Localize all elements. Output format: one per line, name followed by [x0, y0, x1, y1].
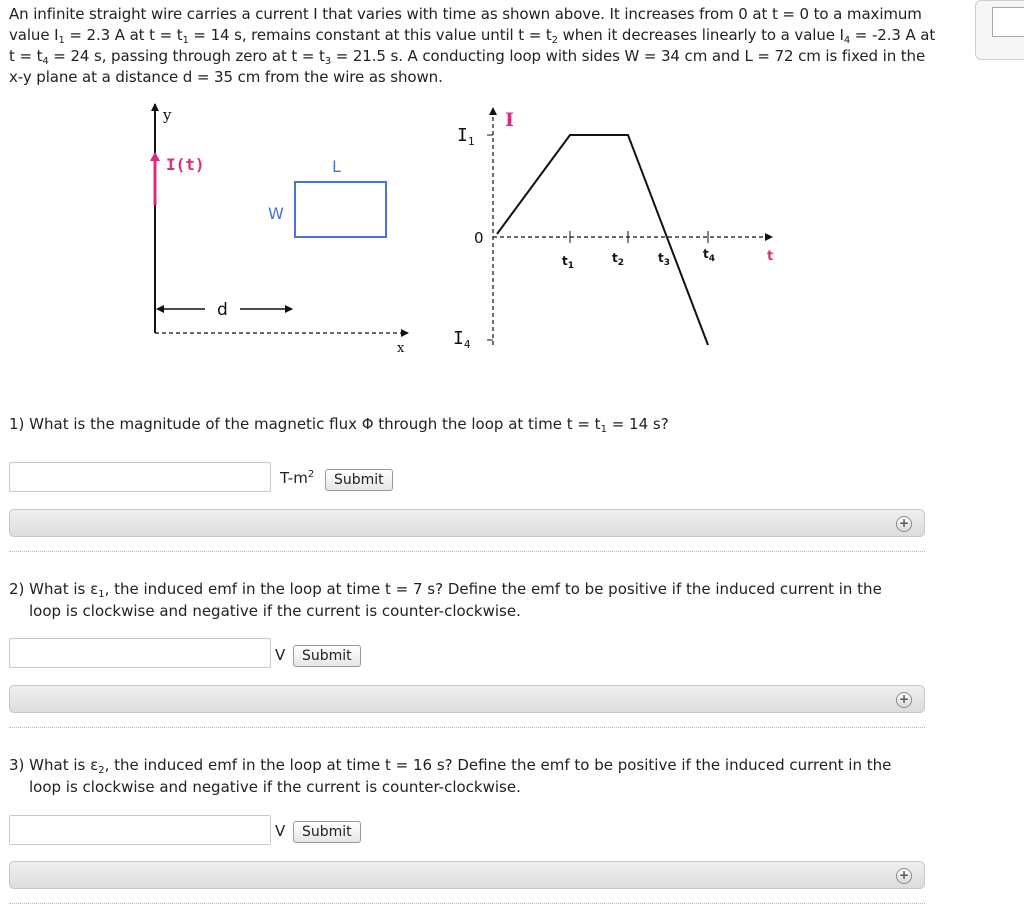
current-label: I(t) — [166, 155, 205, 174]
question-3-answer-input[interactable] — [9, 815, 271, 845]
problem-figure — [0, 96, 800, 366]
conducting-loop — [295, 182, 386, 237]
plus-circle-icon[interactable]: + — [896, 692, 912, 708]
question-2-answer-input[interactable] — [9, 638, 271, 668]
question-1-answer-input[interactable] — [9, 462, 271, 492]
current-arrow-icon — [150, 152, 160, 161]
question-divider — [9, 903, 925, 904]
graph-i4-label: $I_4$ — [453, 328, 471, 351]
tick-label-t4: $t_4$ — [703, 247, 716, 264]
plus-circle-icon[interactable]: + — [896, 868, 912, 884]
current-curve — [497, 135, 708, 345]
plus-circle-icon[interactable]: + — [896, 516, 912, 532]
question-1-text: 1) What is the magnitude of the magnetic flux Φ through the loop at time $t = t_1 = 14$ s? — [9, 415, 669, 435]
loop-l-label: L — [332, 157, 341, 176]
y-axis-label: y — [163, 106, 172, 124]
question-1-unit: $T-m^2$ — [280, 469, 315, 487]
graph-t-axis-label: t — [767, 249, 774, 264]
question-1-submit-button[interactable]: Submit — [325, 469, 393, 491]
question-divider — [9, 551, 925, 552]
question-3-unit: V — [275, 822, 286, 840]
question-3-hint-bar[interactable] — [9, 861, 925, 889]
graph-i1-label: $I_1$ — [457, 125, 475, 148]
tick-label-t3: $t_3$ — [658, 251, 671, 268]
side-panel-frame — [992, 7, 1024, 37]
question-3-submit-button[interactable]: Submit — [293, 821, 361, 843]
question-2-submit-button[interactable]: Submit — [293, 645, 361, 667]
question-1-hint-bar[interactable] — [9, 509, 925, 537]
current-time-graph — [453, 108, 773, 351]
distance-label: d — [217, 300, 228, 320]
graph-zero-label: 0 — [474, 229, 484, 247]
tick-label-t2: $t_2$ — [612, 251, 625, 268]
tick-label-t1: $t_1$ — [562, 254, 575, 271]
side-panel-widget[interactable] — [975, 0, 1024, 60]
graph-i-axis-label: I — [505, 109, 514, 131]
question-2-text: 2) What is $\varepsilon_1$, the induced emf in the loop at time t = 7 s? Define the emf to be positive if the induced current in the loop is clockwise and negative if the current is counter-clockwise. — [9, 580, 882, 620]
wire-loop-diagram — [150, 104, 408, 356]
question-2-hint-bar[interactable] — [9, 685, 925, 713]
question-divider — [9, 727, 925, 728]
question-3-text: 3) What is $\varepsilon_2$, the induced emf in the loop at time t = 16 s? Define the emf to be positive if the induced current in the loop is clockwise and negative if the current is counter-clockwise. — [9, 756, 892, 796]
loop-w-label: W — [268, 204, 284, 223]
problem-statement: An infinite straight wire carries a current I that varies with time as shown above. It increases from 0 at t = 0 to a maximum value $I_1 = 2.3$ A at $t = t_1 = 14$ s, remains constant at this value until $t = t_2$ when it decreases linearly to a value $I_4 = -2.3$ A at $t = t_4 = 24$ s, passing through zero at $t = t_3 = 21.5$ s. A conducting loop with sides W = 34 cm and L = 72 cm is fixed in the x-y plane at a distance d = 35 cm from the wire as shown. — [9, 5, 936, 86]
x-axis-label: x — [397, 341, 405, 356]
question-2-unit: V — [275, 646, 286, 664]
